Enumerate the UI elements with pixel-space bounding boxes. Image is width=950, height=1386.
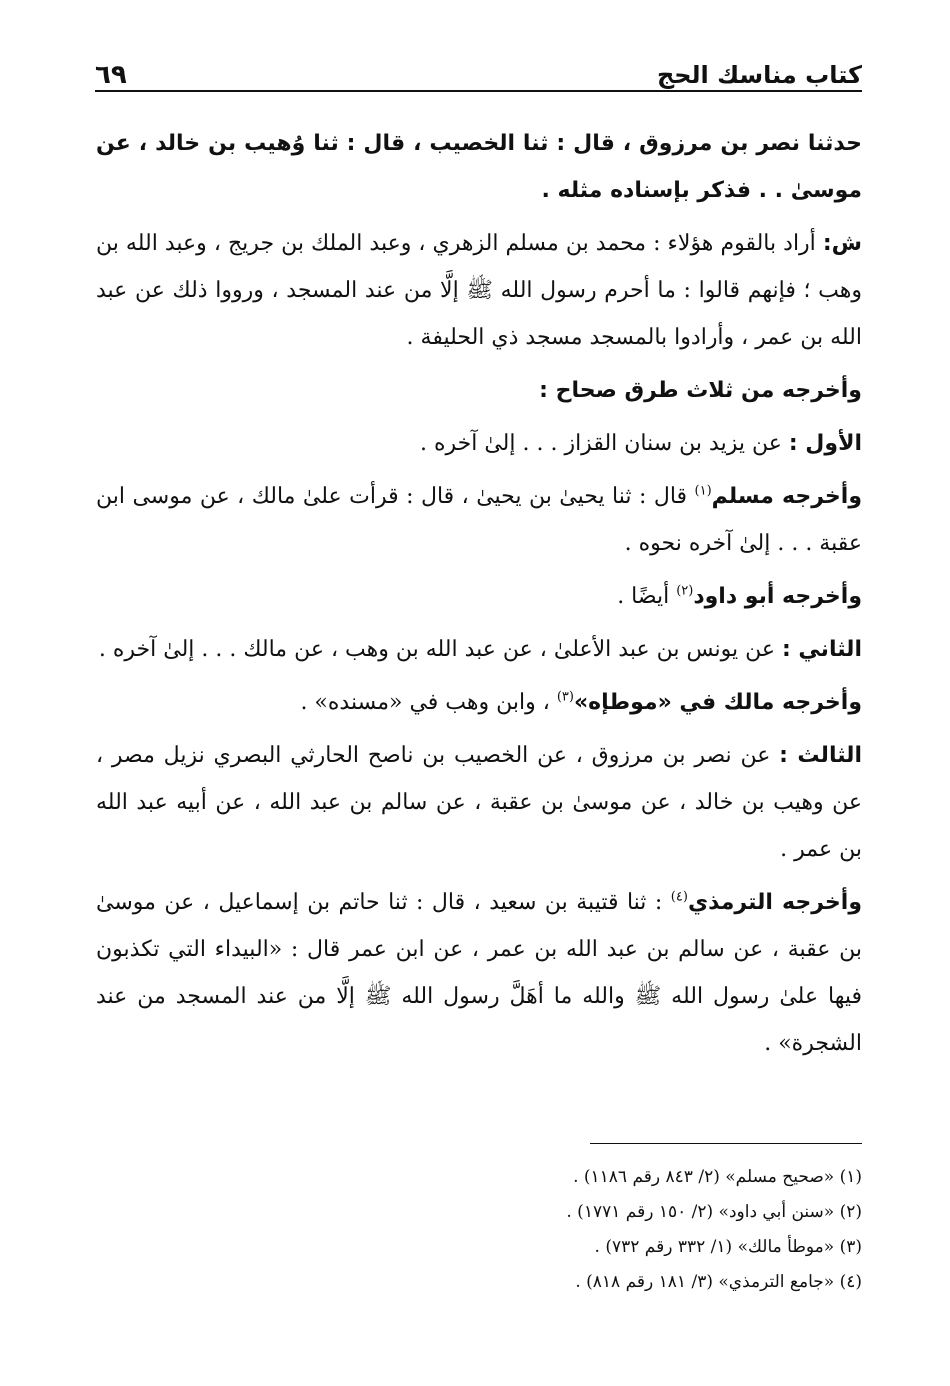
paragraph-abu-dawud	[96, 573, 862, 620]
tirmidhi-label: وأخرجه الترمذي	[687, 890, 862, 915]
main-text	[96, 120, 862, 1073]
first-route-label: الأول :	[788, 431, 862, 456]
muslim-text: قال : ثنا يحيىٰ بن يحيىٰ ، قال : قرأت علىٰ مالك ، عن موسى ابن عقبة . . . إلىٰ آخره نحوه .	[96, 484, 862, 556]
footnote-4: (٤) «جامع الترمذي» (٣/ ١٨١ رقم ٨١٨) .	[575, 1272, 862, 1292]
malik-label: وأخرجه مالك في «موطإه»	[573, 690, 862, 715]
commentary-marker: ش:	[822, 231, 862, 256]
paragraph-tirmidhi	[96, 879, 862, 1067]
second-route-label: الثاني :	[781, 637, 862, 662]
third-route-label: الثالث :	[779, 743, 862, 768]
footnote-divider	[590, 1143, 862, 1144]
paragraph-first-route	[96, 420, 862, 467]
first-route-text: عن يزيد بن سنان القزاز . . . إلىٰ آخره .	[419, 431, 789, 456]
second-route-text: عن يونس بن عبد الأعلىٰ ، عن عبد الله بن وهب ، عن مالك . . . إلىٰ آخره .	[98, 637, 782, 662]
footnote-ref-4[interactable]: (٤)	[670, 889, 688, 905]
footnote-1: (١) «صحيح مسلم» (٢/ ٨٤٣ رقم ١١٨٦) .	[573, 1167, 862, 1187]
third-route-text: عن نصر بن مرزوق ، عن الخصيب بن ناصح الحارثي البصري نزيل مصر ، عن وهيب بن خالد ، عن موسىٰ بن عقبة ، عن سالم بن عبد الله ، عن أبيه عبد الله بن عمر .	[96, 743, 862, 862]
paragraph-commentary	[96, 220, 862, 361]
commentary-text: أراد بالقوم هؤلاء : محمد بن مسلم الزهري ، وعبد الملك بن جريج ، وعبد الله بن وهب ؛ فإنهم قالوا : ما أحرم رسول الله ﷺ إلَّا من عند المسجد ، ورووا ذلك عن عبد الله بن عمر ، وأرادوا بالمسجد مسجد ذي الحليفة .	[96, 231, 862, 350]
abu-dawud-text: أيضًا .	[617, 584, 677, 609]
malik-text: ، وابن وهب في «مسنده» .	[300, 690, 557, 715]
paragraph-third-route	[96, 732, 862, 873]
footnote-ref-2[interactable]: (٢)	[676, 583, 694, 599]
paragraph-muslim	[96, 473, 862, 567]
section-heading: وأخرجه من ثلاث طرق صحاح :	[539, 378, 862, 403]
footnote-3: (٣) «موطأ مالك» (١/ ٣٣٢ رقم ٧٣٢) .	[594, 1237, 862, 1257]
page-header	[95, 52, 862, 92]
paragraph-malik	[96, 679, 862, 726]
footnote-ref-1[interactable]: (١)	[694, 483, 712, 499]
paragraph-second-route	[96, 626, 862, 673]
page-number: ٦٩	[95, 60, 127, 90]
tirmidhi-text: : ثنا قتيبة بن سعيد ، قال : ثنا حاتم بن إسماعيل ، عن موسىٰ بن عقبة ، عن سالم بن عبد الله بن عمر ، عن ابن عمر قال : «البيداء التي تكذبون فيها علىٰ رسول الله ﷺ والله ما أهَلَّ رسول الله ﷺ إلَّا من عند المسجد من عند الشجرة» .	[96, 890, 862, 1056]
muslim-label: وأخرجه مسلم	[711, 484, 862, 509]
footnote-ref-3[interactable]: (٣)	[556, 689, 574, 705]
footnote-2: (٢) «سنن أبي داود» (٢/ ١٥٠ رقم ١٧٧١) .	[566, 1202, 862, 1222]
paragraph-chain: حدثنا نصر بن مرزوق ، قال : ثنا الخصيب ، قال : ثنا وُهيب بن خالد ، عن موسىٰ . . فذكر بإسناده مثله .	[96, 131, 862, 203]
abu-dawud-label: وأخرجه أبو داود	[693, 584, 862, 609]
running-title: كتاب مناسك الحج	[656, 61, 862, 89]
footnotes	[96, 1160, 862, 1300]
